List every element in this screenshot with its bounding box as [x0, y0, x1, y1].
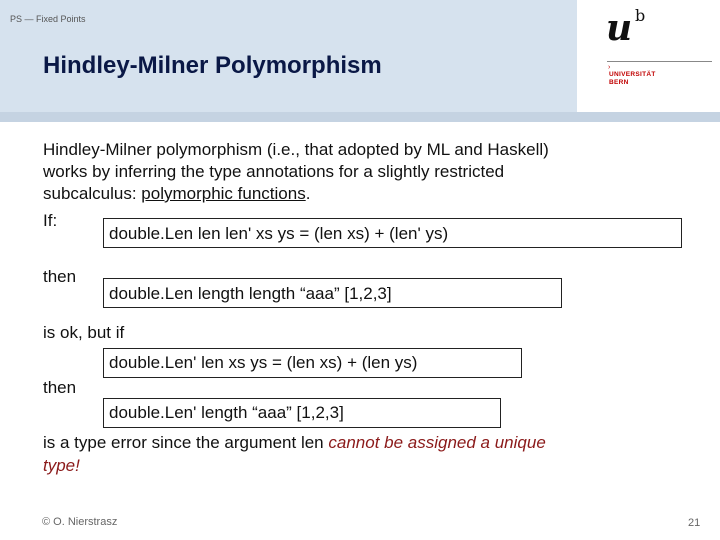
logo-text-line2: BERN — [609, 78, 629, 86]
logo-text-line1: UNIVERSITÄT — [609, 71, 656, 78]
intro-line-1: Hindley-Milner polymorphism (i.e., that adopted by ML and Haskell) — [43, 140, 549, 159]
code-double-len-prime-call: double.Len' length “aaa” [1,2,3] — [109, 403, 344, 422]
logo-arrow-icon: › — [608, 64, 611, 71]
logo-rule — [607, 61, 712, 62]
section-label: PS — Fixed Points — [10, 14, 86, 24]
logo-text — [609, 71, 656, 86]
header-rule — [0, 112, 720, 122]
if-label: If: — [43, 211, 58, 230]
intro-line-3-suffix: . — [305, 184, 311, 203]
type-error-highlight-1: cannot be assigned a unique — [328, 433, 546, 452]
type-error-line-1 — [43, 432, 546, 454]
footer-copyright: © O. Nierstrasz — [42, 516, 118, 528]
code-box-double-len-prime-call — [103, 398, 501, 428]
code-box-double-len-call — [103, 278, 562, 308]
slide-title: Hindley-Milner Polymorphism — [43, 52, 382, 79]
then-label-2: then — [43, 378, 77, 397]
logo-mark: u — [606, 7, 633, 49]
intro-line-3-prefix: subcalculus: — [43, 184, 142, 203]
ok-but-if: is ok, but if — [43, 323, 125, 342]
type-error-prefix: is a type error since the argument len — [43, 433, 329, 452]
code-box-double-len — [103, 218, 682, 248]
type-error-highlight-2: type! — [43, 456, 80, 475]
page-number: 21 — [688, 517, 701, 529]
intro-line-2: works by inferring the type annotations for a slightly restricted — [43, 162, 505, 181]
logo-superscript: b — [635, 6, 646, 25]
code-double-len: double.Len len len' xs ys = (len xs) + (len' ys) — [109, 224, 449, 243]
code-double-len-call: double.Len length length “aaa” [1,2,3] — [109, 284, 392, 303]
then-label-1: then — [43, 267, 77, 286]
code-double-len-prime: double.Len' len xs ys = (len xs) + (len ys) — [109, 353, 418, 372]
code-box-double-len-prime — [103, 348, 522, 378]
intro-line-3 — [43, 183, 310, 205]
type-error-line-2 — [43, 455, 80, 477]
polymorphic-functions-link[interactable]: polymorphic functions — [141, 184, 306, 203]
